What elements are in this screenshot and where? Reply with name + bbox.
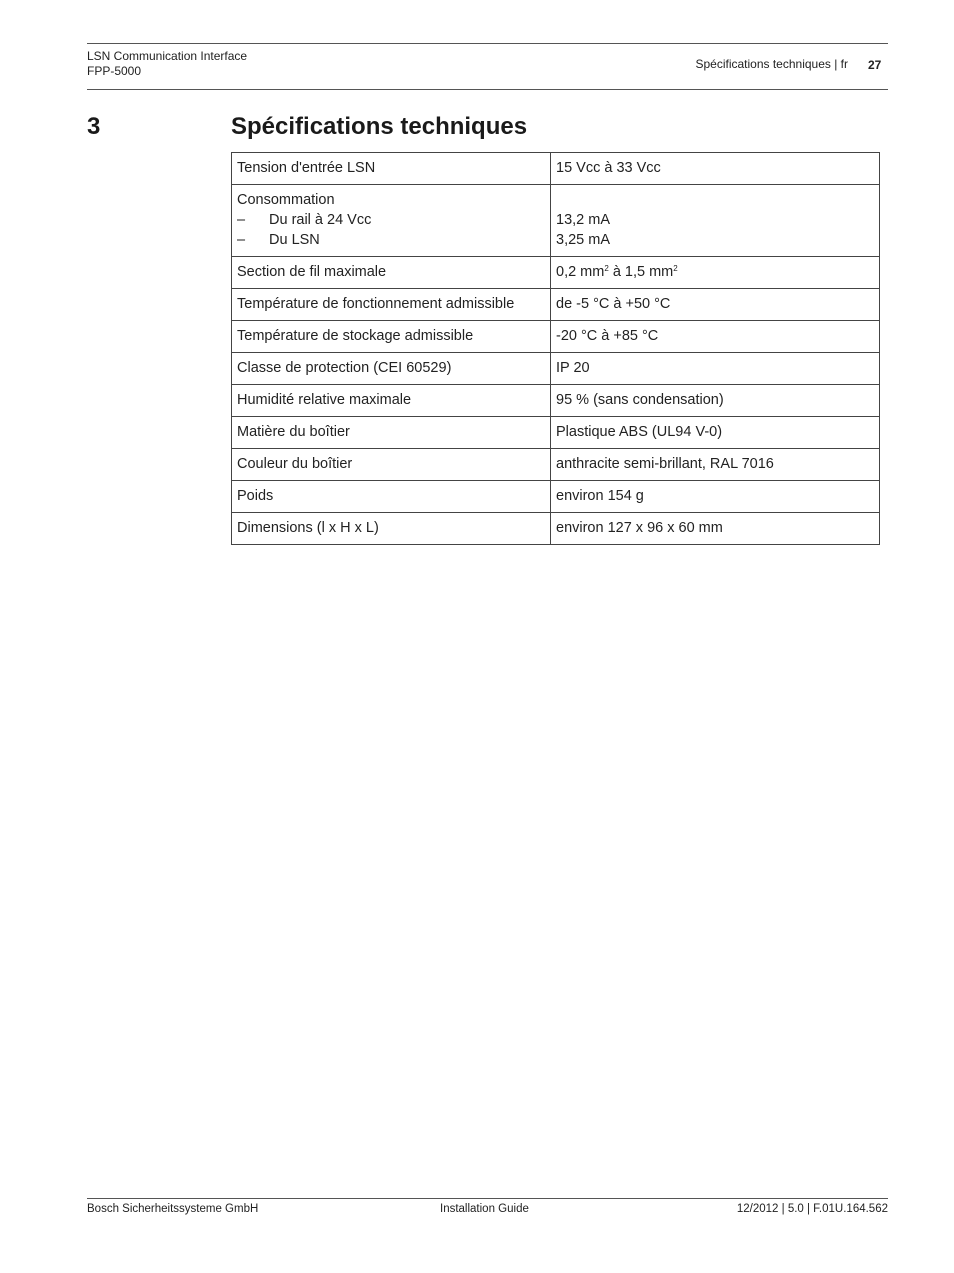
- spec-value: [551, 257, 880, 289]
- table-row: [232, 153, 880, 185]
- header-product-code: FPP-5000: [87, 64, 142, 78]
- spec-label: Poids: [232, 481, 551, 513]
- chapter-number: 3: [87, 113, 101, 140]
- wire-min: 0,2 mm: [556, 264, 605, 280]
- spec-label: Température de stockage admissible: [232, 321, 551, 353]
- spec-label: Tension d'entrée LSN: [232, 153, 551, 185]
- table-row: [232, 289, 880, 321]
- header-product: [87, 49, 247, 79]
- consumption-sub-value: 3,25 mA: [556, 232, 610, 248]
- spec-value: [551, 185, 880, 257]
- header-bottom-rule: [87, 89, 888, 90]
- spec-value: environ 127 x 96 x 60 mm: [551, 513, 880, 545]
- superscript: 2: [673, 264, 678, 273]
- footer-doc-type: Installation Guide: [440, 1203, 529, 1215]
- spec-label: Humidité relative maximale: [232, 385, 551, 417]
- spec-label: [232, 185, 551, 257]
- dash-bullet: –: [237, 232, 246, 248]
- spec-label: Matière du boîtier: [232, 417, 551, 449]
- spec-label: Classe de protection (CEI 60529): [232, 353, 551, 385]
- spec-label: Couleur du boîtier: [232, 449, 551, 481]
- spec-value: environ 154 g: [551, 481, 880, 513]
- footer-doc-ref: 12/2012 | 5.0 | F.01U.164.562: [736, 1203, 888, 1215]
- spec-value: -20 °C à +85 °C: [551, 321, 880, 353]
- header-section: Spécifications techniques | fr: [695, 57, 848, 71]
- table-row: [232, 353, 880, 385]
- footer-company: Bosch Sicherheitssysteme GmbH: [87, 1203, 259, 1215]
- spec-value: anthracite semi-brillant, RAL 7016: [551, 449, 880, 481]
- spec-label: Température de fonctionnement admissible: [232, 289, 551, 321]
- header-product-name: LSN Communication Interface: [87, 49, 248, 63]
- spec-label: Dimensions (l x H x L): [232, 513, 551, 545]
- consumption-sub-item: [237, 230, 545, 250]
- page-number: 27: [868, 58, 882, 72]
- spec-value: de -5 °C à +50 °C: [551, 289, 880, 321]
- consumption-sub-value: 13,2 mA: [556, 212, 610, 228]
- table-row: [232, 513, 880, 545]
- spec-table: [231, 152, 880, 545]
- superscript: 2: [604, 264, 609, 273]
- table-row: [232, 481, 880, 513]
- consumption-sub-label: Du LSN: [269, 232, 320, 248]
- table-row: [232, 417, 880, 449]
- consumption-label: Consommation: [237, 192, 335, 208]
- wire-max: à 1,5 mm: [608, 264, 674, 280]
- spec-value: IP 20: [551, 353, 880, 385]
- dash-bullet: –: [237, 212, 246, 228]
- footer-rule: [87, 1198, 888, 1199]
- header-top-rule: [87, 43, 888, 44]
- table-row: [232, 321, 880, 353]
- spec-value: 15 Vcc à 33 Vcc: [551, 153, 880, 185]
- consumption-sub-label: Du rail à 24 Vcc: [269, 212, 372, 228]
- table-row: [232, 185, 880, 257]
- table-row: [232, 449, 880, 481]
- table-row: [232, 257, 880, 289]
- spec-value: 95 % (sans condensation): [551, 385, 880, 417]
- spec-label: Section de fil maximale: [232, 257, 551, 289]
- spec-value: Plastique ABS (UL94 V-0): [551, 417, 880, 449]
- consumption-sub-item: [237, 210, 545, 230]
- chapter-title: Spécifications techniques: [231, 113, 528, 140]
- table-row: [232, 385, 880, 417]
